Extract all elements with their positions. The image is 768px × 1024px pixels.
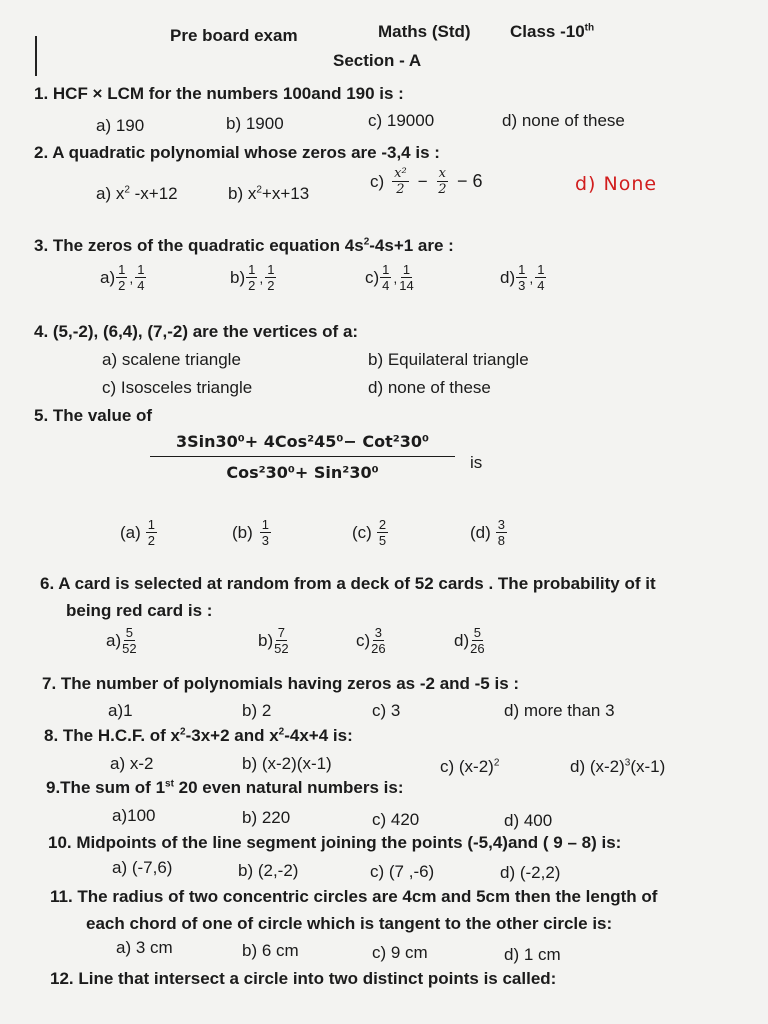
q10-option-a: a) (-7,6) — [112, 858, 173, 877]
q6-option-c: c) $\frac{3}{26}$ — [356, 625, 386, 656]
exam-title: Pre board exam — [170, 26, 298, 45]
q4-option-d: d) none of these — [368, 378, 491, 397]
question-10: 10. Midpoints of the line segment joining the points (-5,4)and ( 9 – 8) is: — [48, 833, 622, 852]
q6-option-d: d) $\frac{5}{26}$ — [454, 625, 485, 656]
q11-option-a: a) 3 cm — [116, 938, 173, 957]
q5-option-c: (c) $\frac{2}{5}$ — [352, 517, 387, 548]
q10-option-c: c) (7 ,-6) — [370, 862, 435, 881]
q1-option-d: d) none of these — [502, 111, 625, 130]
question-11-line-1: 11. The radius of two concentric circles are 4cm and 5cm then the length of — [50, 887, 658, 906]
q8-option-d: d) $(x-2)^3(x-1)$ — [570, 757, 666, 776]
q8-option-a: a) x-2 — [110, 754, 154, 773]
q3-option-b: b) $\frac{1}{2}$ , $\frac{1}{2}$ — [230, 262, 275, 293]
q9-option-b: b) 220 — [242, 808, 291, 827]
q4-option-b: b) Equilateral triangle — [368, 350, 529, 369]
q10-option-b: b) (2,-2) — [238, 861, 299, 880]
subject-label: Maths (Std) — [378, 22, 471, 41]
q7-option-b: b) 2 — [242, 701, 272, 720]
question-8: 8. The H.C.F. of $x^2-3x+2$ and $x^2-4x+4$ is: — [44, 726, 353, 745]
q11-option-b: b) 6 cm — [242, 941, 299, 960]
question-7: 7. The number of polynomials having zeros as -2 and -5 is : — [42, 674, 520, 693]
q5-is-label: is — [470, 453, 483, 472]
question-12: 12. Line that intersect a circle into two distinct points is called: — [50, 969, 557, 988]
q1-option-c: c) 19000 — [368, 111, 435, 130]
question-6-line-2: being red card is : — [66, 601, 213, 620]
q2-option-a: a) $x^2$ -x+12 — [96, 184, 178, 203]
question-9: 9.The sum of 1st 20 even natural numbers is: — [46, 778, 404, 797]
question-5: 5. The value of — [34, 406, 153, 425]
q1-option-a: a) 190 — [96, 116, 145, 135]
q8-option-b: b) (x-2)(x-1) — [242, 754, 332, 773]
q7-option-d: d) more than 3 — [504, 701, 615, 720]
class-label: Class -10th — [510, 22, 595, 41]
q9-option-a: a)100 — [112, 806, 156, 825]
q4-option-c: c) Isosceles triangle — [102, 378, 253, 397]
margin-line — [35, 36, 37, 76]
question-6-line-1: 6. A card is selected at random from a deck of 52 cards . The probability of it — [40, 574, 656, 593]
q5-option-d: (d) $\frac{3}{8}$ — [470, 517, 506, 548]
q1-option-b: b) 1900 — [226, 114, 284, 133]
question-3: 3. The zeros of the quadratic equation $4s^2-4s+1$ are : — [34, 236, 454, 255]
q2-option-b: b) $x^2+x+13$ — [228, 184, 310, 203]
q6-option-a: a) $\frac{5}{52}$ — [106, 625, 137, 656]
q5-expression — [150, 432, 455, 482]
q11-option-c: c) 9 cm — [372, 943, 428, 962]
q7-option-a: a)1 — [108, 701, 133, 720]
q7-option-c: c) 3 — [372, 701, 401, 720]
q4-option-a: a) scalene triangle — [102, 350, 241, 369]
q9-option-c: c) 420 — [372, 810, 420, 829]
handwritten-answer: d) None — [575, 173, 658, 195]
question-2: 2. A quadratic polynomial whose zeros are -3,4 is : — [34, 143, 440, 162]
q6-option-b: b) $\frac{7}{52}$ — [258, 625, 289, 656]
q5-numerator: 3Sin30⁰+ 4Cos²45⁰− Cot²30⁰ — [150, 432, 455, 457]
q5-option-a: (a) $\frac{1}{2}$ — [120, 517, 156, 548]
q8-option-c: c) $(x-2)^2$ — [440, 757, 500, 776]
q5-denominator: Cos²30⁰+ Sin²30⁰ — [226, 463, 379, 482]
q3-option-c: c) $\frac{1}{4}$ , $\frac{1}{14}$ — [365, 262, 414, 293]
q9-option-d: d) 400 — [504, 811, 553, 830]
q2-option-c: c) $\frac{\text{x²}}{2}$ − $\frac{x}{2}$ − 6 — [370, 166, 483, 197]
question-4: 4. (5,-2), (6,4), (7,-2) are the vertices of a: — [34, 322, 359, 341]
q3-option-d: d) $\frac{1}{3}$ , $\frac{1}{4}$ — [500, 262, 545, 293]
q3-option-a: a) $\frac{1}{2}$ , $\frac{1}{4}$ — [100, 262, 145, 293]
q10-option-d: d) (-2,2) — [500, 863, 561, 882]
q5-option-b: (b) $\frac{1}{3}$ — [232, 517, 270, 548]
q11-option-d: d) 1 cm — [504, 945, 561, 964]
question-1: 1. HCF × LCM for the numbers 100and 190 is : — [34, 84, 404, 103]
question-11-line-2: each chord of one of circle which is tangent to the other circle is: — [86, 914, 613, 933]
section-title: Section - A — [333, 51, 422, 70]
